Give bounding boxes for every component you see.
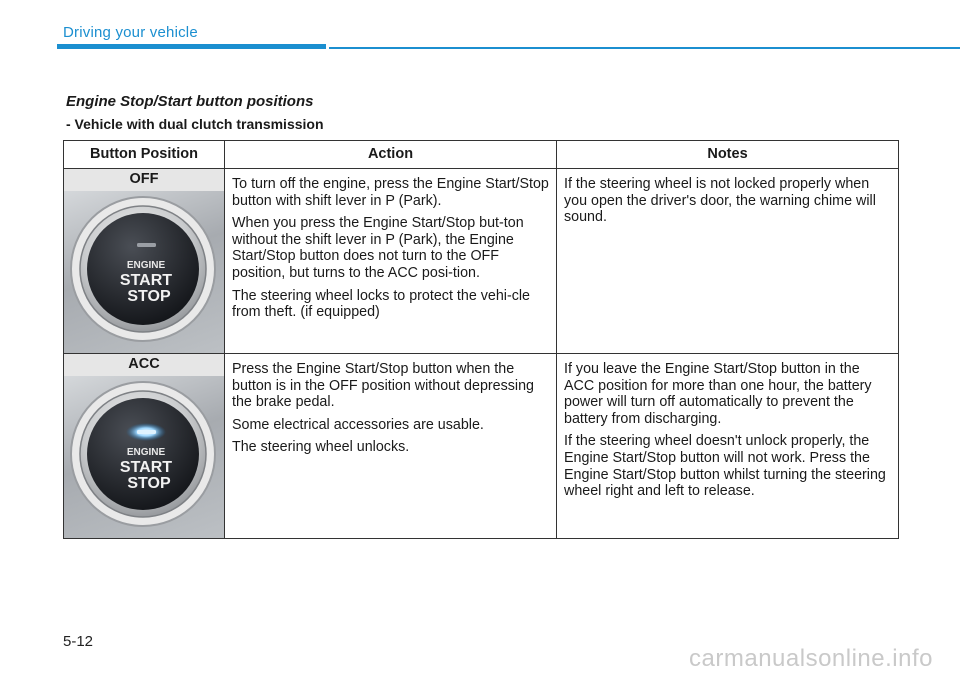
notes-text: If you leave the Engine Start/Stop button in the ACC position for more than one hour, the battery power will turn off automatically to prevent the battery from discharging. — [564, 361, 872, 427]
indicator-lit — [137, 430, 156, 434]
page-heading: Engine Stop/Start button positions — [66, 93, 314, 110]
action-text: The steering wheel unlocks. — [232, 439, 410, 456]
button-positions-table — [63, 140, 899, 539]
action-text: Some electrical accessories are usable. — [232, 416, 484, 433]
button-text-engine: ENGINE — [126, 447, 166, 458]
button-text-start: START — [119, 272, 173, 289]
notes-text: If the steering wheel is not locked properly when you open the driver's door, the warning chime will sound. — [564, 176, 876, 226]
column-header-position: Button Position — [64, 141, 225, 169]
header-rule-thick — [57, 44, 326, 49]
button-text-engine: ENGINE — [126, 260, 166, 271]
column-header-notes: Notes — [557, 141, 899, 169]
position-cell — [64, 354, 225, 539]
action-text: The steering wheel locks to protect the vehi-cle from theft. (if equipped) — [232, 287, 531, 321]
engine-button-image-acc — [64, 376, 224, 538]
action-cell — [225, 354, 557, 539]
section-title: Driving your vehicle — [63, 24, 198, 41]
indicator-off — [137, 243, 156, 247]
button-text-start: START — [119, 459, 173, 476]
notes-text: If the steering wheel doesn't unlock properly, the Engine Start/Stop button will not work. Press the Engine Start/Stop button whilst turning the steering wheel right and left to release. — [564, 433, 886, 500]
header-rule-thin — [329, 47, 960, 49]
notes-cell — [557, 354, 899, 539]
page-number: 5-12 — [63, 633, 94, 650]
action-cell — [225, 169, 557, 354]
action-text: When you press the Engine Start/Stop but-ton without the shift lever in P (Park), the Engine Start/Stop button does not turn to the OFF position, but turns to the ACC posi-tion. — [232, 215, 524, 281]
table-header-row — [64, 141, 899, 169]
button-text-stop: STOP — [127, 288, 171, 305]
action-text: To turn off the engine, press the Engine Start/Stop button with shift lever in P (Park). — [232, 176, 549, 209]
button-text-stop: STOP — [127, 475, 171, 492]
position-cell — [64, 169, 225, 354]
action-text: Press the Engine Start/Stop button when the button is in the OFF position without depressing the brake pedal. — [232, 361, 534, 411]
column-header-action: Action — [225, 141, 557, 169]
watermark: carmanualsonline.info — [689, 645, 933, 672]
page-subheading: - Vehicle with dual clutch transmission — [66, 116, 324, 132]
table-row-acc — [64, 354, 899, 539]
table-row-off — [64, 169, 899, 354]
notes-cell — [557, 169, 899, 354]
position-label: OFF — [64, 169, 224, 191]
engine-button-image-off — [64, 191, 224, 353]
position-label: ACC — [64, 354, 224, 376]
